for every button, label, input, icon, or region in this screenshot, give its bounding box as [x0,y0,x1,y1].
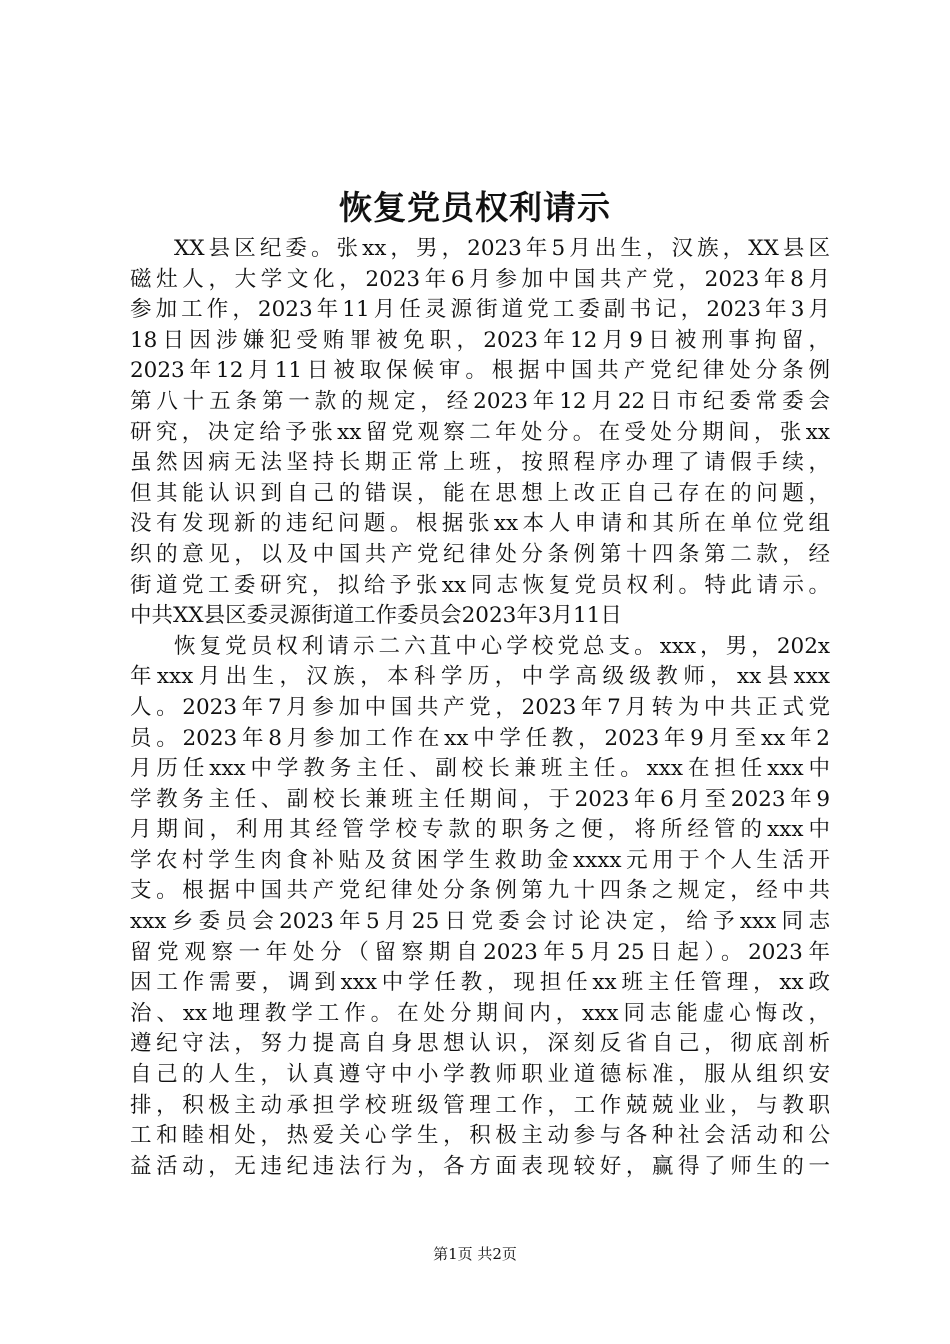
text-line: 街道党工委研究，拟给予张xx同志恢复党员权利。特此请示。 [130,572,830,598]
text-line: 中共XX县区委灵源街道工作委员会2023年3月11日 [130,603,622,629]
page-footer: 第1页 共2页 [433,1245,517,1263]
text-line: 支。根据中国共产党纪律处分条例第九十四条之规定，经中共 [130,878,830,904]
text-line: 工和睦相处，热爱关心学生，积极主动参与各种社会活动和公 [130,1123,830,1149]
text-line: 磁灶人，大学文化，2023年6月参加中国共产党，2023年8月 [130,266,830,292]
text-line: 月历任xxx中学教务主任、副校长兼班主任。xxx在担任xxx中 [130,756,830,782]
text-line: 年xxx月出生，汉族，本科学历，中学高级级教师，xx县xxx [130,664,830,690]
text-line: 没有发现新的违纪问题。根据张xx本人申请和其所在单位党组 [130,511,830,537]
text-line: 人。2023年7月参加中国共产党，2023年7月转为中共正式党 [130,694,830,720]
text-line: 治、xx地理教学工作。在处分期间内，xxx同志能虚心悔改， [130,1000,830,1026]
text-line: 但其能认识到自己的错误，能在思想上改正自己存在的问题， [130,480,830,506]
text-line: 学农村学生肉食补贴及贫困学生救助金xxxx元用于个人生活开 [130,847,830,873]
text-line: XX县区纪委。张xx，男，2023年5月出生，汉族，XX县区 [174,236,830,261]
text-line: 第八十五条第一款的规定，经2023年12月22日市纪委常委会 [130,388,830,414]
text-line: 月期间，利用其经管学校专款的职务之便，将所经管的xxx中 [130,817,830,843]
text-line: 遵纪守法，努力提高自身思想认识，深刻反省自己，彻底剖析 [130,1031,830,1057]
text-line: 虽然因病无法坚持长期正常上班，按照程序办理了请假手续， [130,450,830,476]
text-line: 员。2023年8月参加工作在xx中学任教，2023年9月至xx年2 [130,725,830,751]
text-line: 18日因涉嫌犯受贿罪被免职，2023年12月9日被刑事拘留， [130,327,830,353]
document-title: 恢复党员权利请示 [339,188,611,227]
text-line: 参加工作，2023年11月任灵源街道党工委副书记，2023年3月 [130,297,830,323]
text-line: 自己的人生，认真遵守中小学教师职业道德标准，服从组织安 [130,1062,830,1088]
text-line: 排，积极主动承担学校班级管理工作，工作兢兢业业，与教职 [130,1092,830,1118]
text-line: 研究，决定给予张xx留党观察二年处分。在受处分期间，张xx [130,419,830,445]
text-line: xxx乡委员会2023年5月25日党委会讨论决定，给予xxx同志 [130,909,830,935]
text-line: 织的意见，以及中国共产党纪律处分条例第十四条第二款，经 [130,541,830,567]
text-line: 恢复党员权利请示二六苴中心学校党总支。xxx，男，202x [174,633,830,659]
text-line: 留党观察一年处分（留察期自2023年5月25日起）。2023年 [130,939,830,965]
text-line: 因工作需要，调到xxx中学任教，现担任xx班主任管理，xx政 [130,970,830,996]
text-line: 2023年12月11日被取保候审。根据中国共产党纪律处分条例 [130,358,830,384]
text-line: 益活动，无违纪违法行为，各方面表现较好，赢得了师生的一 [130,1153,830,1179]
text-line: 学教务主任、副校长兼班主任期间，于2023年6月至2023年9 [130,786,830,812]
document-body [130,234,830,1182]
